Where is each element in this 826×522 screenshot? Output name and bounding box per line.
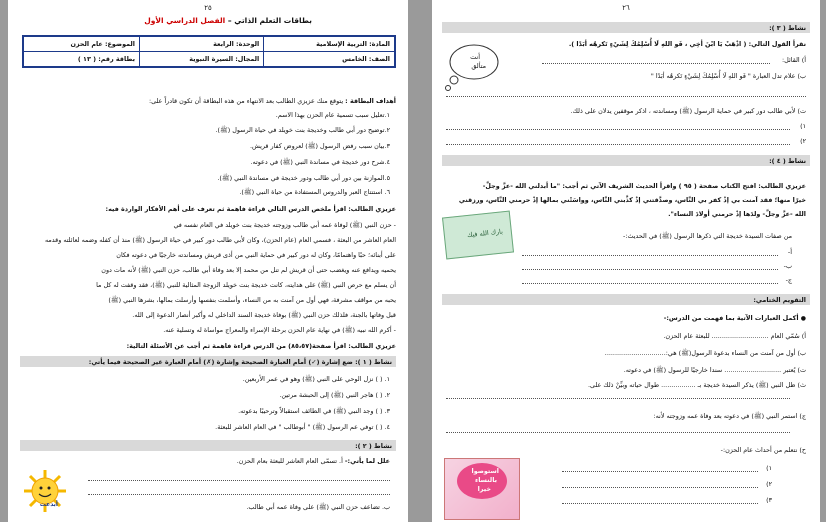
answer-line[interactable] bbox=[446, 144, 790, 145]
field-cell: المجال: السيرة النبوية bbox=[139, 52, 263, 68]
activity3-heading: نشاط ( ٣ ): bbox=[769, 23, 806, 32]
alpha-label: أ- bbox=[787, 248, 792, 256]
activity4-question: من صفات السيدة خديجة التي ذكرها الرسول (ﷺ) في الحديث:- bbox=[623, 232, 792, 240]
activity4-line: الله -عزَّ وجلَّ- ولدَها إذْ حرمني أولادَ النساء". bbox=[668, 210, 806, 218]
activity1-item[interactable]: ٣. ( ) وجد النبي (ﷺ) في الطائف استقبالاً وترحيبًا بدعوته. bbox=[238, 407, 390, 415]
page-number: ٢٦ bbox=[622, 4, 630, 12]
activity3-b: ب) علام تدل العبارة " فَو اللهِ لَا أُسْلِمُكَ لِشَيْءٍ تَكرهُه أبَدًا " bbox=[650, 72, 806, 80]
final-intro bbox=[664, 314, 806, 323]
answer-line[interactable] bbox=[522, 255, 778, 256]
summary-line: - أكرم الله نبيه (ﷺ) في نهاية عام الحزن برحلة الإسراء والمعراج مواساة له وتسلية عنه. bbox=[163, 326, 396, 334]
poster-text: استوصوا bbox=[471, 467, 499, 475]
final-bar bbox=[442, 294, 810, 305]
answer-line[interactable] bbox=[446, 432, 790, 433]
cloud-text-1: أنت bbox=[470, 53, 480, 61]
activity4-bar bbox=[442, 155, 810, 166]
poster-text: خيرا bbox=[477, 485, 491, 493]
objectives-intro: يتوقع منك عزيزي الطالب بعد الانتهاء من هذه البطاقة أن تكون قادراً على: bbox=[148, 97, 344, 105]
page-title bbox=[144, 16, 312, 25]
final-item: ث) ظل النبي (ﷺ) يذكر السيدة خديجة بـ ................. طوال حياته وبيِّنْ ذلك على. bbox=[588, 381, 806, 389]
final-intro-text: أكمل العبارات الآتية بما فهمت من الدرس:- bbox=[663, 314, 799, 322]
objectives-heading: أهداف البطاقة : bbox=[345, 97, 396, 105]
answer-line[interactable] bbox=[446, 398, 790, 399]
objectives-line bbox=[149, 97, 396, 105]
right-page bbox=[432, 0, 820, 522]
activity1-item[interactable]: ٢. ( ) هاجر النبي (ﷺ) إلى الحبشة مرتين. bbox=[279, 391, 390, 399]
sticker-text: أبدعت bbox=[39, 501, 58, 508]
poster-image bbox=[444, 458, 520, 520]
activity2-line-a bbox=[237, 457, 390, 465]
activity3-read: نقرأ القول التالي: ( اذْهَبْ يَا ابْنَ أخِي ، فَو اللهِ لَا أُسْلِمُكَ لِشَيْءٍ تَكرهُه أبَدًا ). bbox=[568, 40, 806, 48]
answer-line[interactable] bbox=[562, 503, 758, 504]
title-main: بطاقات التعلم الذاتي – bbox=[227, 16, 312, 25]
final-item-j: ج) استمر النبي (ﷺ) في دعوته بعد وفاة عمه وزوجته لأنه: bbox=[653, 412, 806, 420]
answer-line[interactable] bbox=[88, 480, 390, 481]
topic-cell: الموضوع: عام الحزن bbox=[23, 36, 139, 52]
objective-item: ٢.توضيح دور أبي طالب وخديجة بنت خويلد في حياة الرسول (ﷺ). bbox=[215, 126, 390, 134]
activity1-item[interactable]: ٤. ( ) توفي عم الرسول (ﷺ) " أبوطالب " في العام العاشر للبعثة. bbox=[215, 423, 390, 431]
answer-line[interactable] bbox=[562, 471, 758, 472]
answer-line[interactable] bbox=[88, 494, 390, 495]
summary-heading: عزيزي الطالب: اقرأ ملخص الدرس التالي قراءة فاهمة ثم تعرف على أهم الأفكار الواردة فيه: bbox=[105, 205, 396, 213]
activity2-heading: نشاط ( ٢ ): bbox=[355, 441, 392, 450]
final-number: ٣) bbox=[766, 496, 772, 504]
final-item: أ) سُمّي العام ............................ للبعثة عام الحزن. bbox=[663, 332, 806, 340]
answer-line[interactable] bbox=[446, 129, 790, 130]
answer-line[interactable] bbox=[522, 269, 778, 270]
activity1-heading: نشاط ( ١ ): ضع إشارة (✓) أمام العبارة الصحيحة وإشارة (✗) أمام العبارة غير الصحيحة فيما يأتي: bbox=[88, 357, 392, 366]
book-prompt: عزيزي الطالب: اقرأ صفحة(٨٥،٥٧) من الدرس قراءة فاهمة ثم أجب عن الأسئلة التالية: bbox=[126, 342, 396, 350]
final-item: ت) يُعتبر ............................ سندا خارجيًا للرسول (ﷺ) في دعوته. bbox=[623, 366, 806, 374]
summary-line: أن يسلم مع حرص النبي (ﷺ) على هدايته، كانت خديجة بنت خويلد الزوجة المثالية للنبي (ﷺ)، فقد وقفت له كل ما bbox=[96, 281, 396, 289]
info-table bbox=[22, 35, 396, 68]
objective-item: ٤.شرح دور خديجة في مساندة النبي (ﷺ) في دعوته. bbox=[250, 158, 390, 166]
final-number: ١) bbox=[766, 464, 772, 472]
thought-cloud bbox=[442, 40, 502, 92]
summary-line: يحبه من مواقف مشرفة، فهي أول من آمنت به من النساء، وأسلمت بنفسها وأرسلت بمالها، بشرها النبي (ﷺ) bbox=[108, 296, 396, 304]
activity1-item[interactable]: ١. ( ) نزل الوحي على النبي (ﷺ) وهو في عمر الأربعين. bbox=[242, 375, 390, 383]
activity3-c: ت) لأبي طالب دور كبير في حماية الرسول (ﷺ) ومساندته ، اذكر موقفين يدلان على ذلك. bbox=[570, 107, 806, 115]
card-text: بارك الله فيك bbox=[466, 227, 504, 240]
list-number: ١) bbox=[800, 122, 806, 130]
unit-cell: الوحدة: الرابعة bbox=[139, 36, 263, 52]
activity4-line: خيرًا منها؛ فقد آمنت بي إذْ كفر بي النَّاس، وصدَّقتني إذْ كذَّبني النَّاس، وواسَتْني بمالها إذْ حرمني النَّاس، ورزقني bbox=[458, 196, 806, 204]
objective-item: ١.تعليل سبب تسمية عام الحزن بهذا الاسم. bbox=[275, 111, 390, 119]
title-term: الفصل الدراسي الأول bbox=[144, 16, 226, 25]
alpha-label: ب- bbox=[783, 262, 792, 270]
final-item: ب) أول من آمنت من النساء بدعوة الرسول(ﷺ) هي:.............................. bbox=[604, 349, 806, 357]
grade-cell: الصف: الخامس bbox=[264, 52, 395, 68]
cloud-text-2: متألق bbox=[471, 62, 486, 70]
activity2-prompt: علل لما يأتي:- bbox=[344, 457, 390, 465]
alpha-label: ج- bbox=[785, 276, 792, 284]
congrats-card bbox=[442, 211, 514, 260]
summary-line: يحميه ويدافع عنه ويغضب حتى أن قريش لم تنل من محمد إلا بعد وفاة أبي طالب، حزن النبي (ﷺ) لأنه مات دون bbox=[101, 266, 396, 274]
objective-item: ٦. استنتاج العبر والدروس المستفادة من حياة النبي (ﷺ). bbox=[239, 188, 390, 196]
card-number-cell: بطاقة رقم: ( ١٣ ) bbox=[23, 52, 139, 68]
subject-cell: المادة: التربية الإسلامية bbox=[264, 36, 395, 52]
answer-line[interactable] bbox=[446, 96, 806, 97]
answer-line[interactable] bbox=[542, 63, 770, 64]
activity3-bar bbox=[442, 22, 810, 33]
summary-line: - حزن النبي (ﷺ) لوفاة عمه أبي طالب وزوجته خديجة بنت خويلد في العام نفسه في bbox=[173, 221, 396, 229]
poster-text: بالنساء bbox=[475, 476, 497, 484]
sun-sticker bbox=[22, 468, 68, 514]
page-number: ٢٥ bbox=[204, 4, 212, 12]
summary-line: العام العاشر من البعثة ، فسمي العام (عام الحزن)، وكان لأبي طالب دور كبير في حياة الرسول (ﷺ) منذ أن كفله وضمه لعائلته وقدمه bbox=[44, 236, 396, 244]
activity2-b: ب. تضاعف حزن النبي (ﷺ) على وفاة عمه أبي طالب. bbox=[246, 503, 390, 511]
objective-item: ٣.بيان سبب رفض الرسول (ﷺ) لعروض كفار قريش. bbox=[249, 142, 390, 150]
activity2-bar bbox=[20, 440, 396, 451]
bullet-icon: ● bbox=[800, 315, 806, 322]
list-number: ٢) bbox=[800, 137, 806, 145]
answer-line[interactable] bbox=[562, 487, 758, 488]
final-item-h: ح) نتعلم من أحداث عام الحزن:- bbox=[720, 446, 806, 454]
summary-line: على أبنائه؛ حبًا واهتمامًا، وكان له دور كبير في حماية النبي من أذى قريش ومساندته خارجيًا في دعوته فكان bbox=[116, 251, 396, 259]
activity4-line: عزيزي الطالب: افتح الكتاب صفحة ( ٩٥ ) واقرأ الحديث الشريف الآتي ثم أجب: "ما أبدلني الله -عزَّ وجلَّ- bbox=[482, 182, 806, 190]
activity2-a: أ. تسمّى العام العاشر للبعثة بعام الحزن. bbox=[236, 457, 343, 465]
activity3-a: أ) القائل: bbox=[782, 56, 806, 64]
left-page bbox=[8, 0, 408, 522]
final-number: ٢) bbox=[766, 480, 772, 488]
activity1-bar bbox=[20, 356, 396, 367]
answer-line[interactable] bbox=[522, 283, 778, 284]
activity4-heading: نشاط ( ٤ ): bbox=[769, 156, 806, 165]
summary-line: قبل وفاتها بالجنة، فلذلك حزن النبي (ﷺ) بوفاة خديجة السند الداخلي له وأكبر أنصار الدعوة إلى الله. bbox=[132, 311, 396, 319]
objective-item: ٥.الموازنة بين دور أبي طالب ودور خديجة في مساندة النبي (ﷺ). bbox=[217, 174, 390, 182]
final-heading: التقويم الختامي: bbox=[753, 295, 806, 304]
